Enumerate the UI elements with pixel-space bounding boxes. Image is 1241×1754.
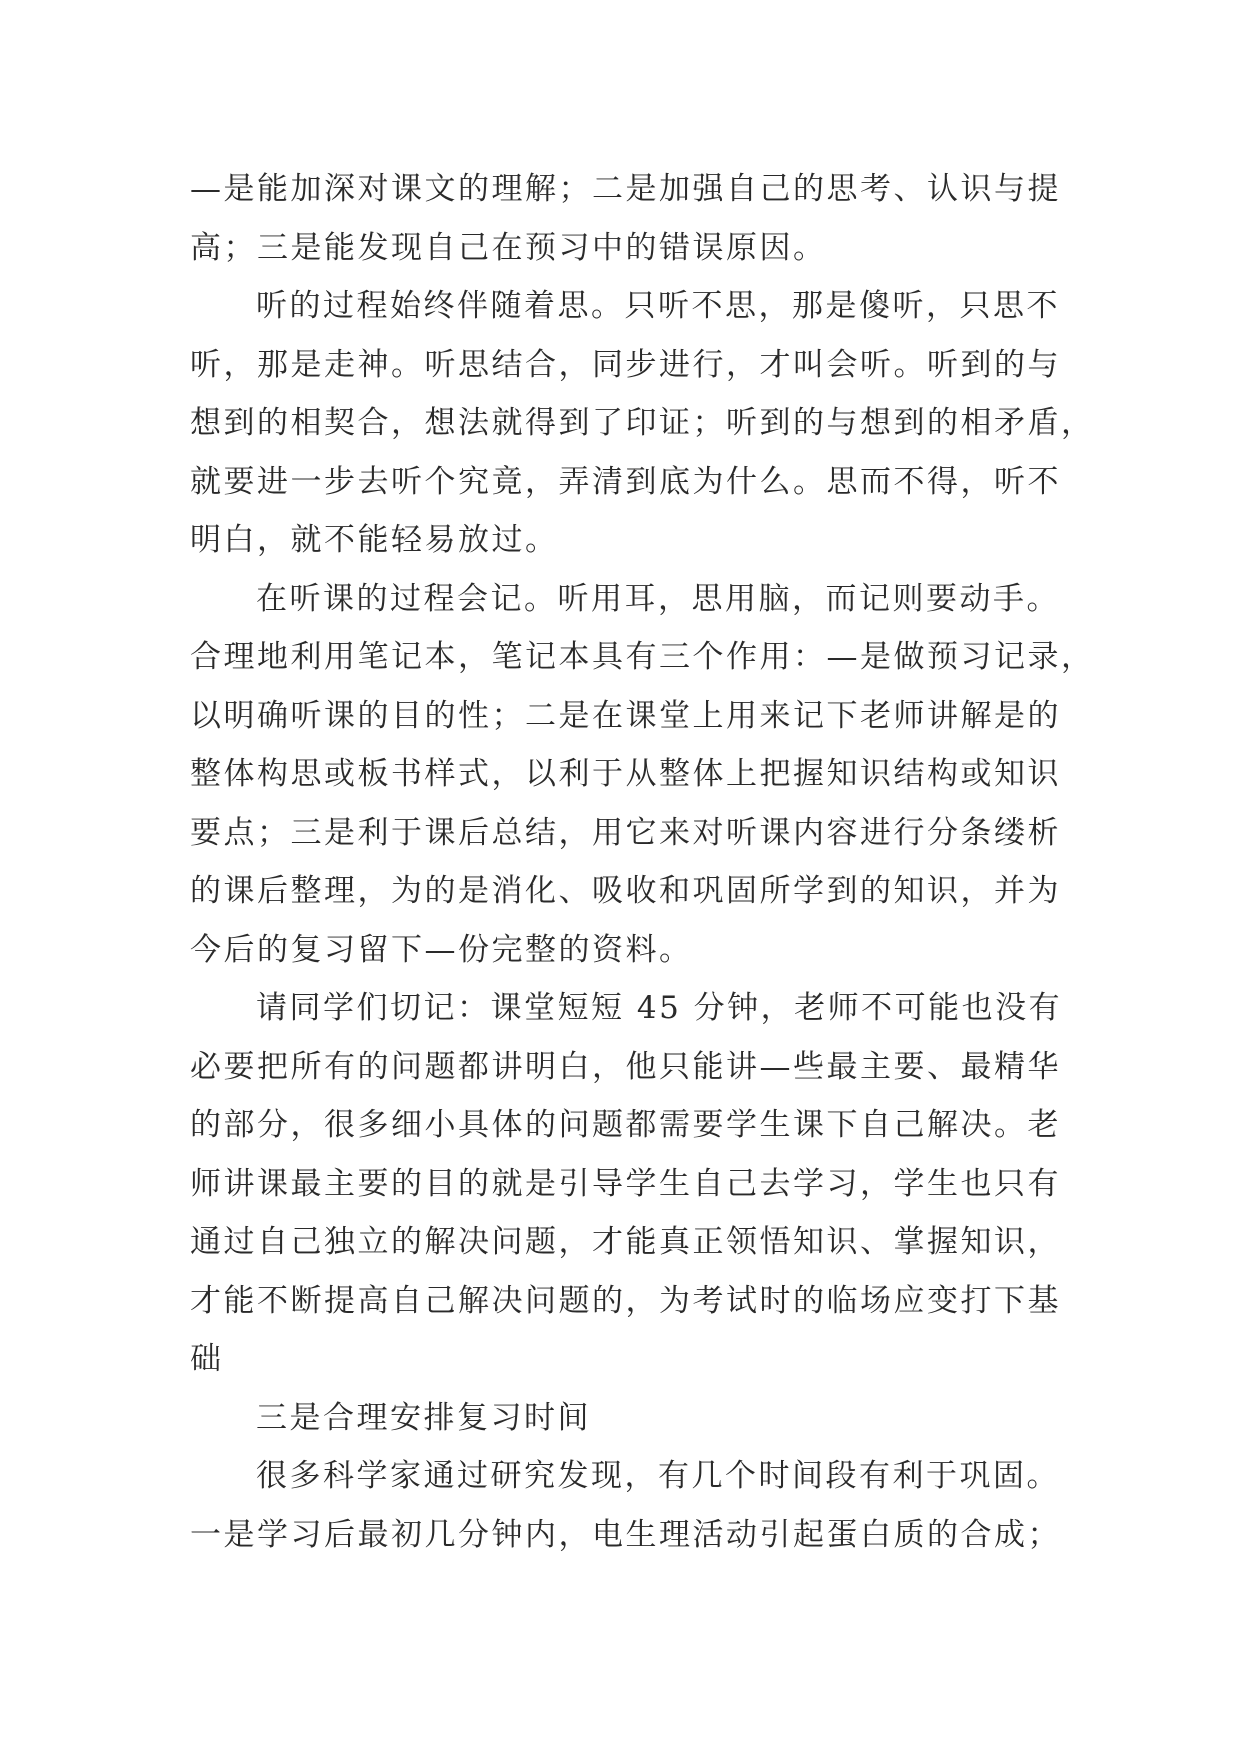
text-line: 很多科学家通过研究发现，有几个时间段有利于巩固。 <box>256 1458 1060 1494</box>
text-line: 的部分，很多细小具体的问题都需要学生课下自己解决。老 <box>190 1107 1061 1143</box>
text-line: 的课后整理，为的是消化、吸收和巩固所学到的知识，并为 <box>190 873 1061 909</box>
text-line: 一是学习后最初几分钟内，电生理活动引起蛋白质的合成； <box>190 1516 1061 1553</box>
text-line: 明白，就不能轻易放过。 <box>190 522 559 558</box>
text-line: 听的过程始终伴随着思。只听不思，那是傻听，只思不 <box>256 288 1060 324</box>
text-line: 今后的复习留下—份完整的资料。 <box>190 931 693 968</box>
text-line: 想到的相契合，想法就得到了印证；听到的与想到的相矛盾， <box>190 405 1095 441</box>
text-line: 三是合理安排复习时间 <box>256 1399 591 1436</box>
text-line: 师讲课最主要的目的就是引导学生自己去学习，学生也只有 <box>190 1165 1061 1202</box>
text-line: 必要把所有的问题都讲明白，他只能讲—些最主要、最精华 <box>190 1048 1061 1085</box>
document-body <box>190 160 1095 1564</box>
text-line: 就要进一步去听个究竟，弄清到底为什么。思而不得，听不 <box>190 463 1061 500</box>
text-line: 高；三是能发现自己在预习中的错误原因。 <box>190 229 827 266</box>
text-line: 听，那是走神。听思结合，同步进行，才叫会听。听到的与 <box>190 346 1061 383</box>
text-line: 通过自己独立的解决问题，才能真正领悟知识、掌握知识， <box>190 1224 1061 1260</box>
text-line: 要点；三是利于课后总结，用它来对听课内容进行分条缕析 <box>190 814 1061 851</box>
text-line: 在听课的过程会记。听用耳，思用脑，而记则要动手。 <box>256 580 1060 617</box>
text-line: 合理地利用笔记本，笔记本具有三个作用：—是做预习记录， <box>190 639 1095 675</box>
text-line: 才能不断提高自己解决问题的，为考试时的临场应变打下基 <box>190 1282 1061 1319</box>
text-line: 础 <box>190 1341 224 1377</box>
text-line: 以明确听课的目的性；二是在课堂上用来记下老师讲解是的 <box>190 697 1061 734</box>
text-line: 请同学们切记：课堂短短 45 分钟，老师不可能也没有 <box>256 990 1063 1026</box>
text-line: 整体构思或板书样式，以利于从整体上把握知识结构或知识 <box>190 756 1061 792</box>
text-line: —是能加深对课文的理解；二是加强自己的思考、认识与提 <box>190 171 1061 207</box>
